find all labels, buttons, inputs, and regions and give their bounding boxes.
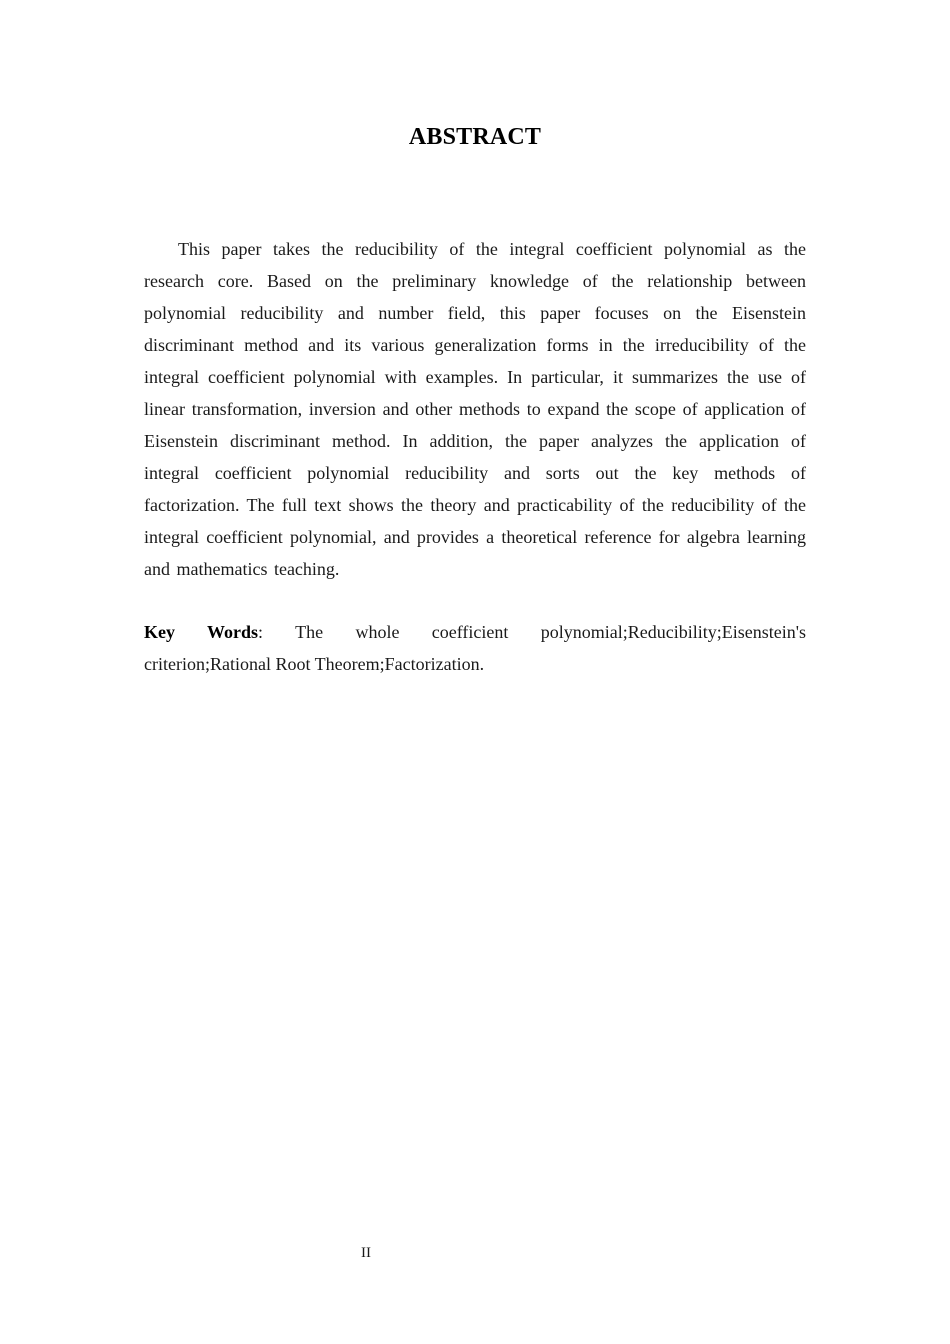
abstract-paragraph: This paper takes the reducibility of the integral coefficient polynomial as the research core. Based on the preliminary knowledge of the relationship between polynomial reducibility and number field, this paper focuses on the Eisenstein discriminant method and its various generalization forms in the irreducibility of the integral coefficient polynomial with examples. In particular, it summarizes the use of linear transformation, inversion and other methods to expand the scope of application of Eisenstein discriminant method. In addition, the paper analyzes the application of integral coefficient polynomial reducibility and sorts out the key methods of factorization. The full text shows the theory and practicability of the reducibility of the integral coefficient polynomial, and provides a theoretical reference for algebra learning and mathematics teaching.: [144, 239, 806, 579]
page-number: II: [361, 1245, 371, 1261]
keywords-line: [144, 616, 806, 680]
keywords-colon: :: [258, 622, 264, 642]
keywords-list: Reducibility;Eisenstein's criterion;Rational Root Theorem;Factorization.: [144, 622, 806, 674]
keywords-label: Key Words: [144, 622, 259, 642]
page-title: ABSTRACT: [408, 124, 542, 150]
keywords-lead: The whole coefficient polynomial;: [263, 622, 628, 642]
